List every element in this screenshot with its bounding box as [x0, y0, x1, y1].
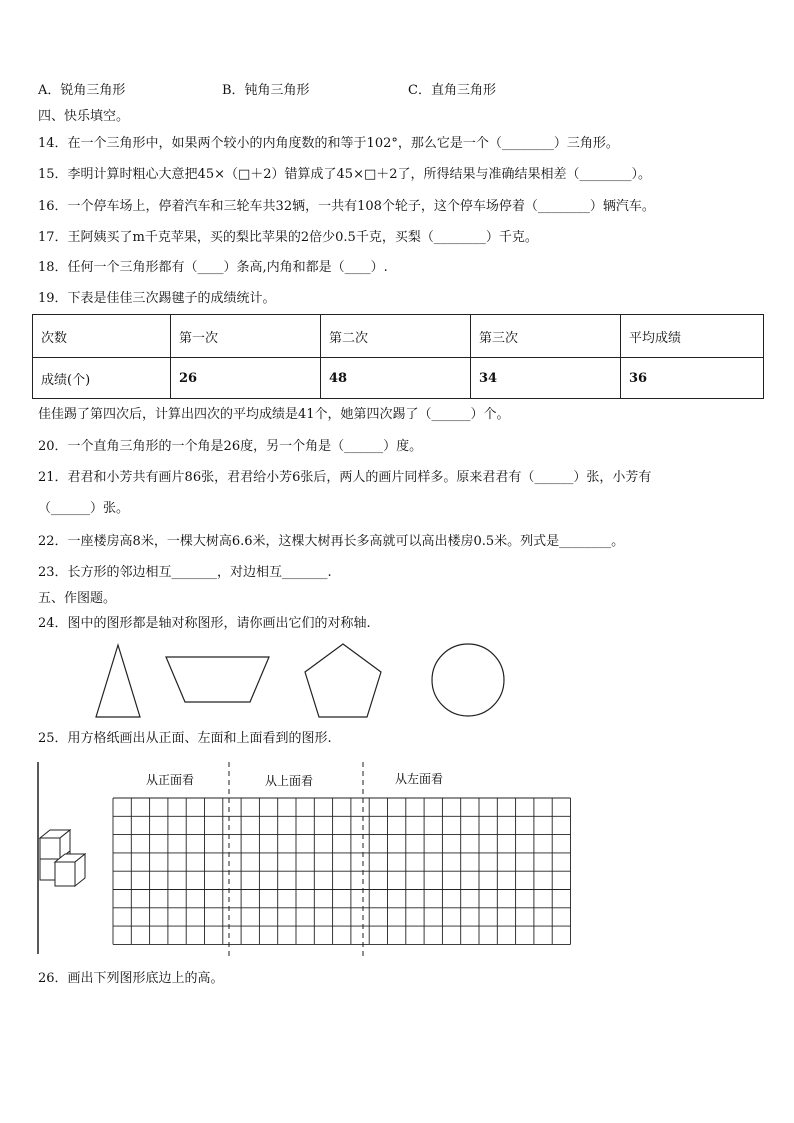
- table-header-cell: 第三次: [471, 315, 621, 358]
- grid-drawing-area: [0, 752, 794, 962]
- symmetric-shapes: [0, 640, 794, 740]
- top-view-label: 从上面看: [265, 774, 314, 788]
- table-cell: 48: [321, 358, 471, 399]
- cube-stack-figure: [40, 830, 95, 886]
- table-header-cell: 第二次: [321, 315, 471, 358]
- isosceles-triangle-shape: [96, 645, 140, 717]
- front-view-label: 从正面看: [146, 773, 195, 787]
- question-16: 16．一个停车场上，停着汽车和三轮车共32辆，一共有108个轮子，这个停车场停着（________）辆汽车。: [38, 199, 655, 214]
- question-20: 20．一个直角三角形的一个角是26度，另一个角是（______）度。: [38, 439, 423, 454]
- question-15: 15．李明计算时粗心大意把45×（□＋2）错算成了45×□＋2了，所得结果与准确结果相差（________）。: [38, 167, 652, 182]
- pentagon-shape: [305, 644, 381, 717]
- table-header-cell: 次数: [33, 315, 171, 358]
- question-23: 23．长方形的邻边相互_______，对边相互_______.: [38, 565, 332, 580]
- question-21-line-2: （______）张。: [38, 501, 130, 516]
- option-c: C．直角三角形: [408, 83, 496, 98]
- question-14: 14．在一个三角形中，如果两个较小的内角度数的和等于102°，那么它是一个（________）三角形。: [38, 136, 619, 151]
- question-22: 22．一座楼房高8米，一棵大树高6.6米，这棵大树再长多高就可以高出楼房0.5米。列式是________。: [38, 534, 625, 549]
- section-5-heading: 五、作图题。: [38, 591, 117, 606]
- trapezoid-shape: [166, 657, 269, 702]
- table-cell: 26: [171, 358, 321, 399]
- table-header-cell: 平均成绩: [621, 315, 764, 358]
- table-cell: 36: [621, 358, 764, 399]
- circle-shape: [432, 644, 504, 716]
- square-grid: [113, 798, 571, 944]
- option-a: A．锐角三角形: [38, 83, 126, 98]
- table-row: [33, 358, 764, 399]
- question-19-continuation: 佳佳踢了第四次后，计算出四次的平均成绩是41个，她第四次踢了（______）个。: [38, 407, 510, 422]
- table-cell: 34: [471, 358, 621, 399]
- question-24: 24．图中的图形都是轴对称图形，请你画出它们的对称轴.: [38, 616, 371, 631]
- question-26: 26．画出下列图形底边上的高。: [38, 971, 224, 986]
- left-view-label: 从左面看: [395, 772, 444, 786]
- question-25: 25．用方格纸画出从正面、左面和上面看到的图形.: [38, 731, 332, 746]
- question-17: 17．王阿姨买了m千克苹果，买的梨比苹果的2倍少0.5千克，买梨（________）千克。: [38, 230, 538, 245]
- option-b: B．钝角三角形: [222, 83, 310, 98]
- table-header-cell: 第一次: [171, 315, 321, 358]
- table-header-row: [33, 315, 764, 358]
- question-19: 19．下表是佳佳三次踢毽子的成绩统计。: [38, 291, 276, 306]
- score-table: [32, 314, 764, 399]
- question-21: 21．君君和小芳共有画片86张，君君给小芳6张后，两人的画片同样多。原来君君有（______）张，小芳有: [38, 470, 652, 485]
- table-row-label: 成绩(个): [33, 358, 171, 399]
- question-18: 18．任何一个三角形都有（____）条高,内角和都是（____）.: [38, 260, 388, 275]
- section-4-heading: 四、快乐填空。: [38, 109, 130, 124]
